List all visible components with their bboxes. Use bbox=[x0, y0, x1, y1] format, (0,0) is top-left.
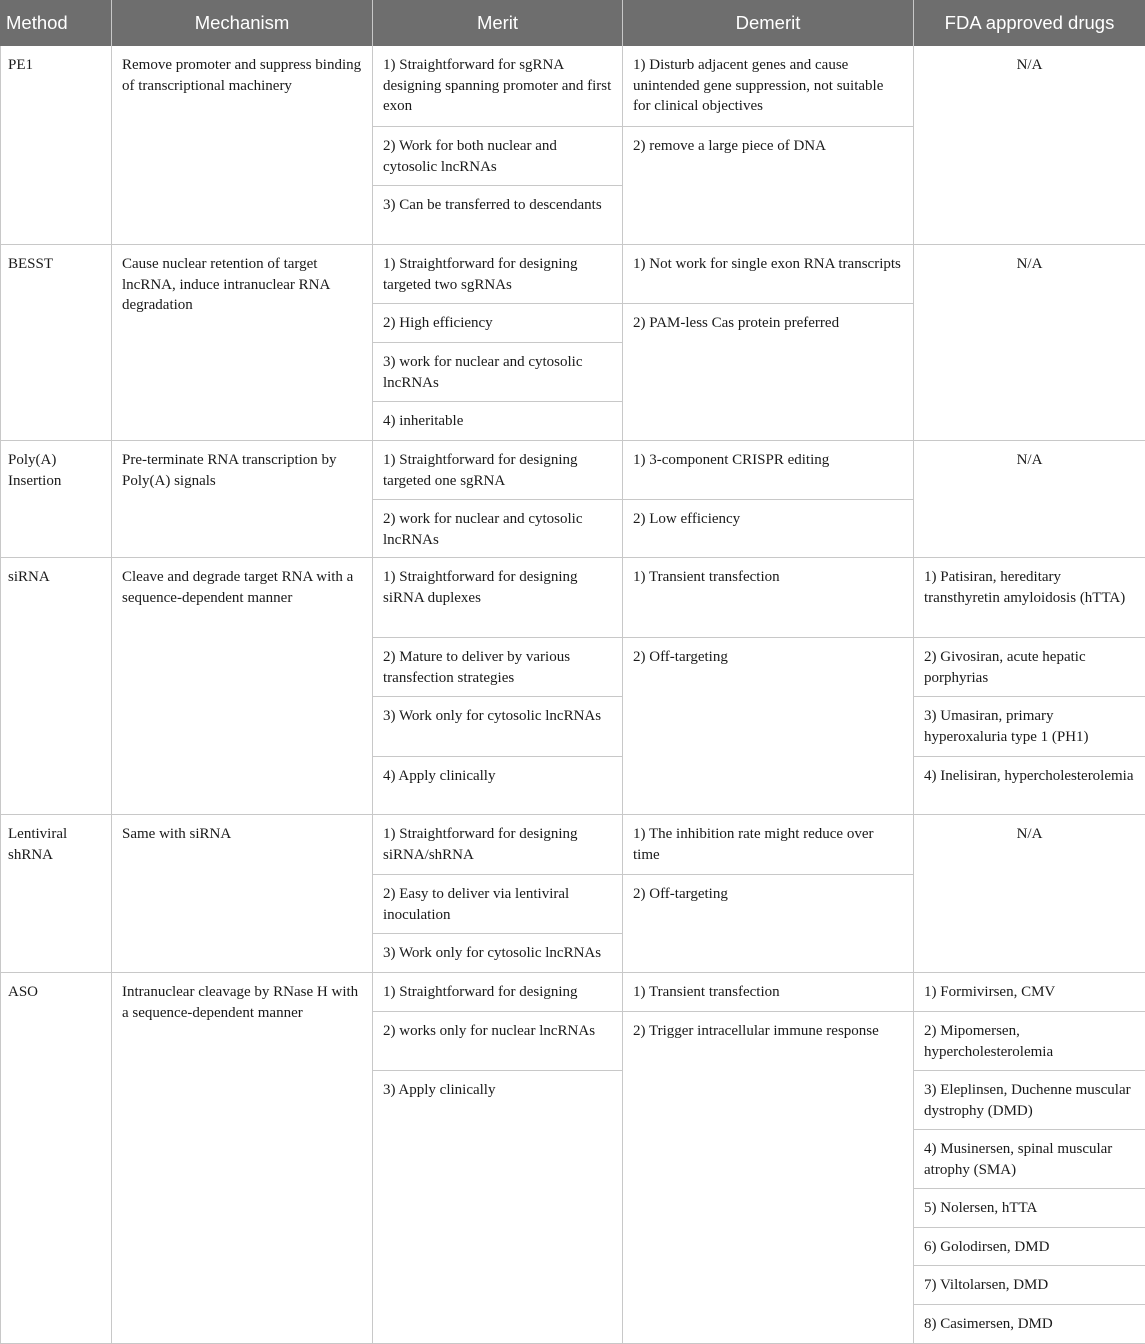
header-mechanism: Mechanism bbox=[112, 0, 373, 46]
mechanism-cell: Remove promoter and suppress binding of transcriptional machinery bbox=[112, 46, 373, 245]
merit-cell: 1) Straightforward for designing targeted one sgRNA bbox=[373, 441, 623, 500]
demerit-cell: 1) The inhibition rate might reduce over time bbox=[623, 815, 914, 875]
merit-cell: 1) Straightforward for designing targeted two sgRNAs bbox=[373, 245, 623, 304]
method-cell: siRNA bbox=[0, 558, 112, 815]
demerit-cell: 1) Disturb adjacent genes and cause unintended gene suppression, not suitable for clinical objectives bbox=[623, 46, 914, 127]
demerit-cell: 2) Low efficiency bbox=[623, 500, 914, 558]
method-cell: ASO bbox=[0, 973, 112, 1344]
header-demerit: Demerit bbox=[623, 0, 914, 46]
header-fda-drugs: FDA approved drugs bbox=[914, 0, 1145, 46]
demerit-cell: 1) Transient transfection bbox=[623, 973, 914, 1012]
method-cell: PE1 bbox=[0, 46, 112, 245]
mechanism-cell: Same with siRNA bbox=[112, 815, 373, 973]
mechanism-cell: Cleave and degrade target RNA with a sequence-dependent manner bbox=[112, 558, 373, 815]
demerit-cell: 2) Off-targeting bbox=[623, 638, 914, 815]
demerit-cell: 2) Trigger intracellular immune response bbox=[623, 1012, 914, 1344]
merit-cell: 3) work for nuclear and cytosolic lncRNAs bbox=[373, 343, 623, 402]
merit-cell: 3) Apply clinically bbox=[373, 1071, 623, 1344]
merit-cell: 2) Mature to deliver by various transfection strategies bbox=[373, 638, 623, 697]
merit-cell: 2) work for nuclear and cytosolic lncRNAs bbox=[373, 500, 623, 558]
merit-cell: 1) Straightforward for designing siRNA duplexes bbox=[373, 558, 623, 638]
merit-cell: 1) Straightforward for sgRNA designing spanning promoter and first exon bbox=[373, 46, 623, 127]
fda-drug-cell: 2) Mipomersen, hypercholesterolemia bbox=[914, 1012, 1145, 1071]
method-cell: BESST bbox=[0, 245, 112, 441]
merit-cell: 4) inheritable bbox=[373, 402, 623, 441]
merit-cell: 3) Work only for cytosolic lncRNAs bbox=[373, 934, 623, 973]
demerit-cell: 2) Off-targeting bbox=[623, 875, 914, 973]
fda-drug-cell: N/A bbox=[914, 441, 1145, 558]
demerit-cell: 1) Not work for single exon RNA transcripts bbox=[623, 245, 914, 304]
mechanism-cell: Cause nuclear retention of target lncRNA, induce intranuclear RNA degradation bbox=[112, 245, 373, 441]
fda-drug-cell: 4) Musinersen, spinal muscular atrophy (SMA) bbox=[914, 1130, 1145, 1189]
merit-cell: 4) Apply clinically bbox=[373, 757, 623, 815]
fda-drug-cell: 4) Inelisiran, hypercholesterolemia bbox=[914, 757, 1145, 815]
method-cell: Lentiviral shRNA bbox=[0, 815, 112, 973]
fda-drug-cell: 3) Eleplinsen, Duchenne muscular dystrophy (DMD) bbox=[914, 1071, 1145, 1130]
fda-drug-cell: 7) Viltolarsen, DMD bbox=[914, 1266, 1145, 1305]
merit-cell: 2) High efficiency bbox=[373, 304, 623, 343]
method-cell: Poly(A) Insertion bbox=[0, 441, 112, 558]
fda-drug-cell: N/A bbox=[914, 815, 1145, 973]
merit-cell: 1) Straightforward for designing bbox=[373, 973, 623, 1012]
fda-drug-cell: 6) Golodirsen, DMD bbox=[914, 1228, 1145, 1266]
mechanism-cell: Intranuclear cleavage by RNase H with a sequence-dependent manner bbox=[112, 973, 373, 1344]
fda-drug-cell: 5) Nolersen, hTTA bbox=[914, 1189, 1145, 1228]
demerit-cell: 1) 3-component CRISPR editing bbox=[623, 441, 914, 500]
mechanism-cell: Pre-terminate RNA transcription by Poly(A) signals bbox=[112, 441, 373, 558]
fda-drug-cell: N/A bbox=[914, 245, 1145, 441]
merit-cell: 3) Can be transferred to descendants bbox=[373, 186, 623, 245]
fda-drug-cell: 1) Formivirsen, CMV bbox=[914, 973, 1145, 1012]
merit-cell: 2) Easy to deliver via lentiviral inoculation bbox=[373, 875, 623, 934]
header-method: Method bbox=[0, 0, 112, 46]
demerit-cell: 1) Transient transfection bbox=[623, 558, 914, 638]
fda-drug-cell: 2) Givosiran, acute hepatic porphyrias bbox=[914, 638, 1145, 697]
merit-cell: 2) Work for both nuclear and cytosolic lncRNAs bbox=[373, 127, 623, 186]
header-merit: Merit bbox=[373, 0, 623, 46]
fda-drug-cell: 8) Casimersen, DMD bbox=[914, 1305, 1145, 1344]
merit-cell: 2) works only for nuclear lncRNAs bbox=[373, 1012, 623, 1071]
fda-drug-cell: N/A bbox=[914, 46, 1145, 245]
demerit-cell: 2) remove a large piece of DNA bbox=[623, 127, 914, 245]
merit-cell: 1) Straightforward for designing siRNA/shRNA bbox=[373, 815, 623, 875]
fda-drug-cell: 3) Umasiran, primary hyperoxaluria type 1 (PH1) bbox=[914, 697, 1145, 757]
demerit-cell: 2) PAM-less Cas protein preferred bbox=[623, 304, 914, 441]
fda-drug-cell: 1) Patisiran, hereditary transthyretin amyloidosis (hTTA) bbox=[914, 558, 1145, 638]
merit-cell: 3) Work only for cytosolic lncRNAs bbox=[373, 697, 623, 757]
